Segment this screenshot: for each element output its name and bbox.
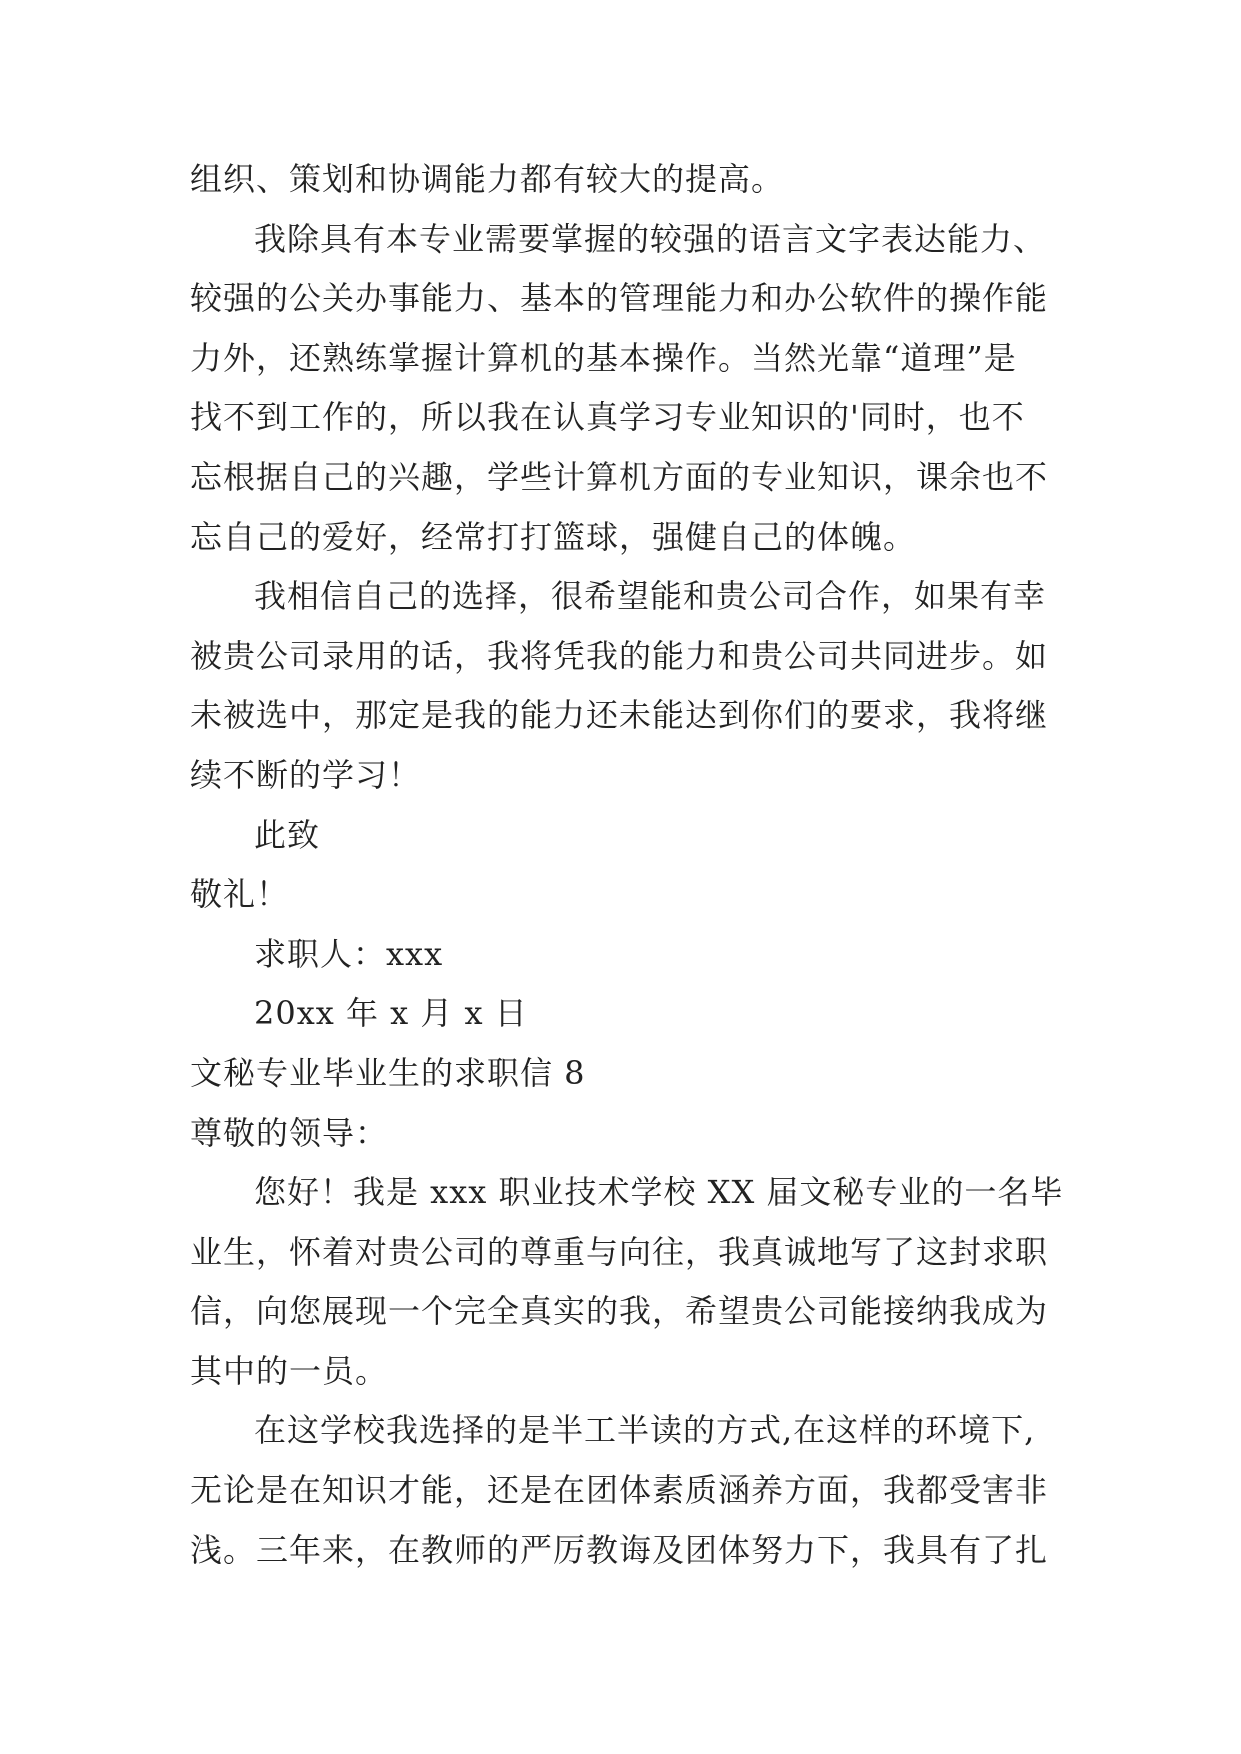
text-line: 文秘专业毕业生的求职信 8: [190, 1053, 586, 1092]
text-line: 您好！我是 xxx 职业技术学校 XX 届文秘专业的一名毕: [254, 1173, 1064, 1212]
text-line: 我除具有本专业需要掌握的较强的语言文字表达能力、: [254, 219, 1047, 258]
text-line: 忘根据自己的兴趣，学些计算机方面的专业知识，课余也不: [190, 457, 1049, 496]
text-line: 组织、策划和协调能力都有较大的提高。: [190, 160, 785, 198]
text-line: 20xx 年 x 月 x 日: [254, 994, 528, 1033]
signature-date: [190, 984, 1070, 1044]
text-line: 敬礼！: [190, 875, 290, 914]
text-line: 其中的一员。: [190, 1351, 389, 1390]
text-line: 业生，怀着对贵公司的尊重与向往，我真诚地写了这封求职: [190, 1232, 1049, 1271]
paragraph-school: [190, 1401, 1070, 1580]
section-title: [190, 1044, 1070, 1104]
closing-regards: [190, 865, 1070, 925]
text-line: 被贵公司录用的话，我将凭我的能力和贵公司共同进步。如: [190, 636, 1049, 675]
paragraph-confidence: [190, 567, 1070, 805]
text-line: 我相信自己的选择，很希望能和贵公司合作，如果有幸: [254, 577, 1047, 616]
text-line: 力外，还熟练掌握计算机的基本操作。当然光靠“道理”是: [190, 338, 1017, 377]
text-line: 续不断的学习！: [190, 755, 422, 794]
text-line: 未被选中，那定是我的能力还未能达到你们的要求，我将继: [190, 696, 1049, 735]
text-line: 信，向您展现一个完全真实的我，希望贵公司能接纳我成为: [190, 1292, 1049, 1331]
text-line: 此致: [254, 815, 321, 854]
text-line: 求职人：xxx: [254, 934, 444, 973]
paragraph-skills: [190, 210, 1070, 568]
text-line: 忘自己的爱好，经常打打篮球，强健自己的体魄。: [190, 517, 917, 556]
paragraph-introduction: [190, 1163, 1070, 1401]
text-line: 较强的公关办事能力、基本的管理能力和办公软件的操作能: [190, 279, 1049, 318]
text-line: 浅。三年来，在教师的严厉教诲及团体努力下，我具有了扎: [190, 1530, 1049, 1569]
text-line: 找不到工作的，所以我在认真学习专业知识的'同时，也不: [190, 398, 1025, 437]
paragraph-continuation: [190, 150, 1070, 210]
greeting: [190, 1104, 1070, 1164]
closing-salutation: [190, 806, 1070, 866]
letter-body: [190, 150, 1070, 1580]
text-line: 无论是在知识才能，还是在团体素质涵养方面，我都受害非: [190, 1471, 1049, 1510]
signature-applicant: [190, 925, 1070, 985]
text-line: 在这学校我选择的是半工半读的方式,在这样的环境下,: [254, 1411, 1036, 1450]
text-line: 尊敬的领导：: [190, 1113, 389, 1152]
